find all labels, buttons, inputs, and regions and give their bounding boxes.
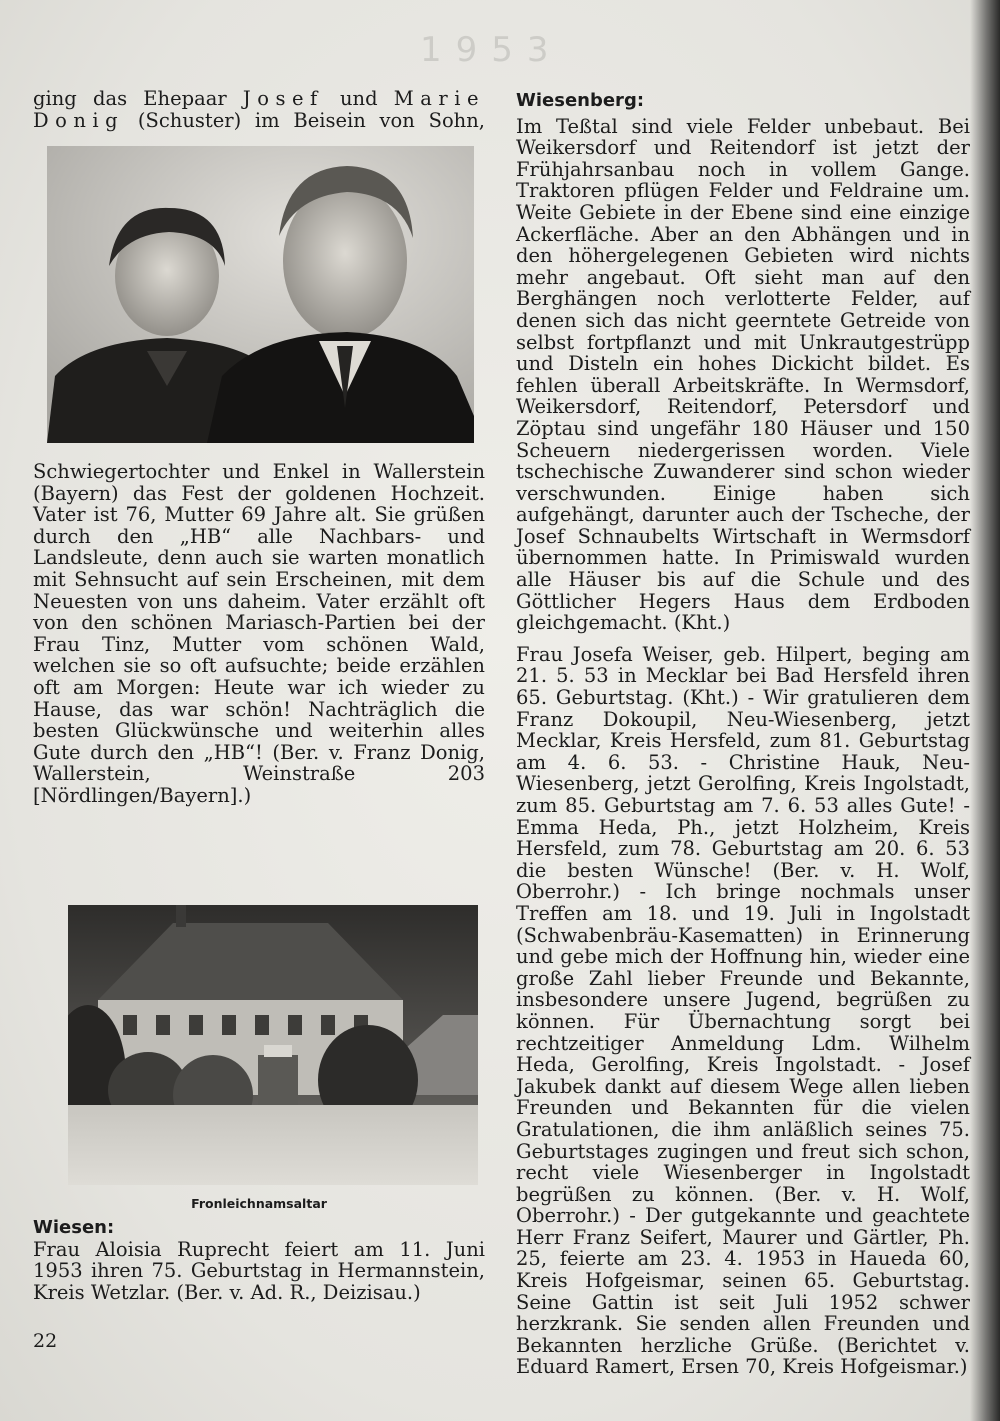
left-article — [33, 461, 485, 807]
couple-photo — [47, 146, 474, 443]
altar-photo-image — [68, 905, 478, 1185]
wiesen-text: Frau Aloisia Ruprecht feiert am 11. Juni 1953 ihren 75. Geburtstag in Hermannstein, Kreis Wetzlar. (Ber. v. Ad. R., Deizisau.) — [33, 1237, 485, 1304]
intro-line-1: ging das Ehepaar Josef und Marie — [33, 87, 485, 110]
wiesen-heading: Wiesen: — [33, 1217, 115, 1238]
wiesenberg-heading: Wiesenberg: — [516, 90, 645, 111]
wiesenberg-section — [516, 90, 970, 1378]
altar-photo-caption: Fronleichnamsaltar — [191, 1196, 327, 1211]
intro-line-2: Donig (Schuster) im Beisein von Sohn, — [33, 108, 485, 132]
wiesenberg-paragraph-2: Frau Josefa Weiser, geb. Hilpert, beging am 21. 5. 53 in Mecklar bei Bad Hersfeld ihren 65. Geburtstag. (Kht.) - Wir gratulieren dem Franz Dokoupil, Neu-Wiesenberg, jetzt Mecklar, Kreis Hersfeld, zum 81. Geburtstag am 4. 6. 53. - Christine Hauk, Neu-Wiesenberg, jetzt Gerolfing, Kreis Ingolstadt, zum 85. Geburtstag am 7. 6. 53 alles Gute! - Emma Heda, Ph., jetzt Holzheim, Kreis Hersfeld, zum 78. Geburtstag am 20. 6. 53 die besten Wünsche! (Ber. v. H. Wolf, Oberrohr.) - Ich bringe nochmals unser Treffen am 18. und 19. Juli in Ingolstadt (Schwabenbräu-Kasematten) in Erinnerung und gebe mich der Hoffnung hin, wieder eine große Zahl lieber Freunde und Bekannte, insbesondere unsere Jugend, begrüßen zu können. Für Übernachtung sorgt bei rechtzeitiger Anmeldung Ldm. Wilhelm Heda, Gerolfing, Kreis Ingolstadt. - Josef Jakubek dankt auf diesem Wege allen lieben Freunden und Bekannten für die vielen Gratulationen, die ihm anläßlich seines 75. Geburtstages zugingen und freut sich schon, recht viele Wiesenberger in Ingolstadt begrüßen zu können. (Ber. v. H. Wolf, Oberrohr.) - Der gutgekannte und geachtete Herr Franz Seifert, Maurer und Gärtler, Ph. 25, feierte am 23. 4. 1953 in Haueda 60, Kreis Hofgeismar, seinen 65. Geburtstag. Seine Gattin ist seit Juli 1952 schwer herzkrank. Sie senden allen Freunden und Bekannten herzliche Grüße. (Berichtet v. Eduard Ramert, Ersen 70, Kreis Hofgeismar.) — [516, 642, 970, 1379]
wiesen-section — [33, 1217, 485, 1303]
couple-photo-image — [47, 146, 474, 443]
donig-article-text: Schwiegertochter und Enkel in Wallerstein (Bayern) das Fest der goldenen Hochzeit. Vater ist 76, Mutter 69 Jahre alt. Sie grüßen durch den „HB“ alle Nachbars- und Landsleute, denn auch sie warten monatlich mit Sehnsucht auf sein Erscheinen, mit dem Neuesten von uns daheim. Vater erzählt oft von den schönen Mariasch-Partien bei der Frau Tinz, Mutter vom schönen Wald, welchen sie so oft aufsuchte; beide erzählen oft am Morgen: Heute war ich wieder zu Hause, das war schön! Nachträglich die besten Glückwünsche und weiterhin alles Gute durch den „HB“! (Ber. v. Franz Donig, Wallerstein, Weinstraße 203 [Nördlingen/Bayern].) — [33, 460, 485, 807]
name-josef: Josef — [242, 87, 324, 110]
page-number: 22 — [33, 1330, 58, 1352]
faded-stamp: 1953 — [420, 30, 563, 70]
name-donig: Donig — [33, 108, 125, 132]
name-marie: Marie — [393, 87, 485, 110]
altar-photo — [68, 905, 478, 1185]
left-intro — [33, 88, 485, 131]
page-binding-shadow — [970, 0, 1000, 1421]
wiesenberg-paragraph-1: Im Teßtal sind viele Felder unbebaut. Bei Weikersdorf und Reitendorf ist jetzt der Frühjahrsanbau noch in vollem Gange. Traktoren pflügen Felder und Feldraine um. Weite Gebiete in der Ebene sind eine einzige Ackerfläche. Aber an den Abhängen und in den höhergelegenen Gebieten wird nichts mehr angebaut. Oft sieht man auf den Berghängen noch verlotterte Felder, auf denen sich das nicht geerntete Getreide von selbst fortpflanzt und mit Unkrautgestrüpp und Disteln ein hohes Dickicht bildet. Es fehlen überall Arbeitskräfte. In Wermsdorf, Weikersdorf, Reitendorf, Petersdorf und Zöptau sind ungefähr 180 Häuser und 150 Scheuern niedergerissen worden. Viele tschechische Zuwanderer sind schon wieder verschwunden. Einige haben sich aufgehängt, darunter auch der Tscheche, der Josef Schnaubelts Wirtschaft in Wermsdorf übernommen hatte. In Primiswald wurden alle Häuser bis auf die Schule und des Göttlicher Hegers Haus dem Erdboden gleichgemacht. (Kht.) — [516, 114, 970, 635]
